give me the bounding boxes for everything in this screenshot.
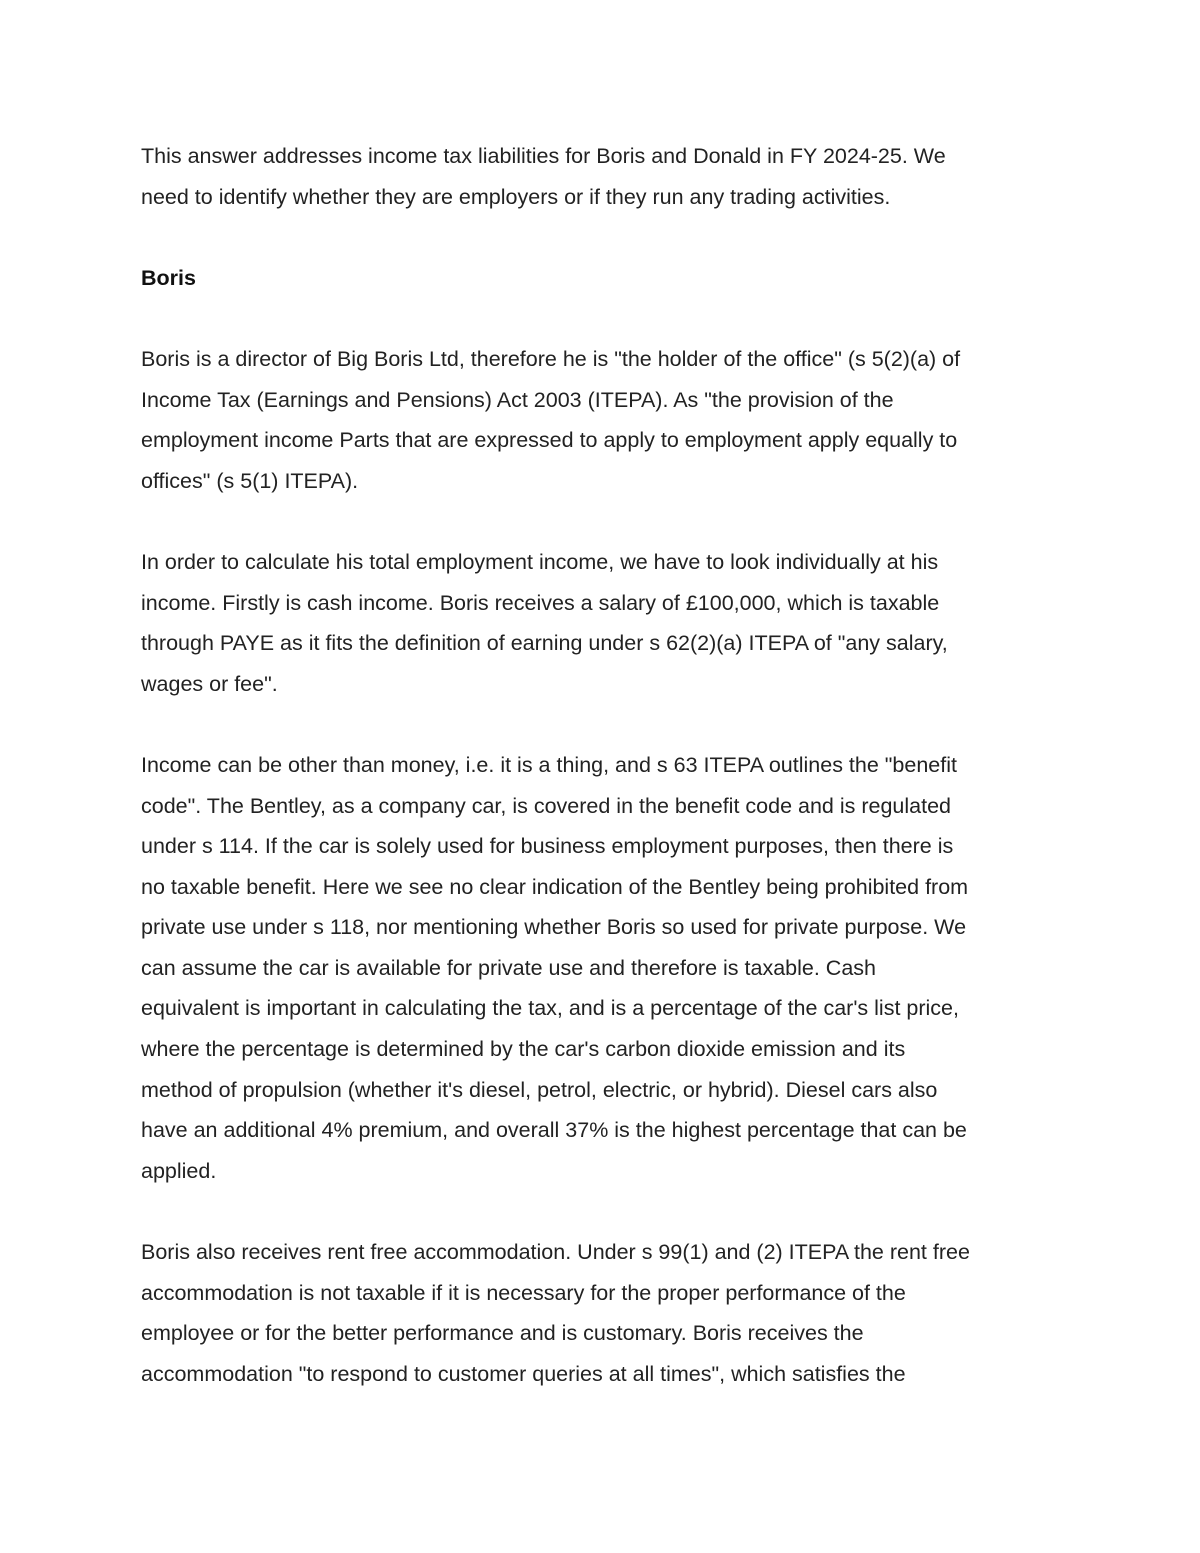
text-line: income. Firstly is cash income. Boris receives a salary of £100,000, which is taxable (141, 590, 940, 615)
section-heading-boris: Boris (141, 265, 196, 290)
director-paragraph (141, 339, 1056, 501)
text-line: private use under s 118, nor mentioning whether Boris so used for private purpose. We (141, 915, 967, 940)
text-line: employee or for the better performance and is customary. Boris receives the (141, 1321, 864, 1346)
accommodation-paragraph (141, 1232, 1056, 1394)
text-line: Income Tax (Earnings and Pensions) Act 2003 (ITEPA). As "the provision of the (141, 387, 894, 412)
text-line: This answer addresses income tax liabilities for Boris and Donald in FY 2024-25. We (141, 144, 946, 168)
text-line: accommodation is not taxable if it is necessary for the proper performance of the (141, 1280, 906, 1305)
text-line: Boris also receives rent free accommodation. Under s 99(1) and (2) ITEPA the rent free (141, 1240, 970, 1265)
text-line: employment income Parts that are expressed to apply to employment apply equally to (141, 428, 958, 453)
intro-paragraph (141, 136, 1056, 217)
text-line: need to identify whether they are employers or if they run any trading activities. (141, 184, 891, 209)
text-line: equivalent is important in calculating the tax, and is a percentage of the car's list price, (141, 996, 959, 1021)
text-line: code". The Bentley, as a company car, is covered in the benefit code and is regulated (141, 793, 951, 818)
text-line: through PAYE as it fits the definition of earning under s 62(2)(a) ITEPA of "any salary, (141, 631, 948, 656)
cash-income-paragraph (141, 542, 1056, 704)
document-body (141, 136, 1056, 1435)
text-line: no taxable benefit. Here we see no clear indication of the Bentley being prohibited from (141, 874, 969, 899)
text-line: Income can be other than money, i.e. it is a thing, and s 63 ITEPA outlines the "benefit (141, 752, 957, 777)
text-line: where the percentage is determined by the car's carbon dioxide emission and its (141, 1037, 906, 1062)
text-line: can assume the car is available for private use and therefore is taxable. Cash (141, 955, 876, 980)
text-line: wages or fee". (141, 671, 278, 696)
text-line: Boris is a director of Big Boris Ltd, therefore he is "the holder of the office" (s 5(2)(a) of (141, 346, 961, 371)
text-line: offices" (s 5(1) ITEPA). (141, 468, 359, 493)
text-line: accommodation "to respond to customer queries at all times", which satisfies the (141, 1361, 906, 1386)
text-line: method of propulsion (whether it's diesel, petrol, electric, or hybrid). Diesel cars also (141, 1077, 938, 1102)
text-line: have an additional 4% premium, and overall 37% is the highest percentage that can be (141, 1118, 967, 1143)
text-line: In order to calculate his total employment income, we have to look individually at his (141, 549, 939, 574)
text-line: under s 114. If the car is solely used for business employment purposes, then there is (141, 834, 954, 859)
text-line: applied. (141, 1158, 217, 1183)
benefit-code-paragraph (141, 745, 1056, 1192)
